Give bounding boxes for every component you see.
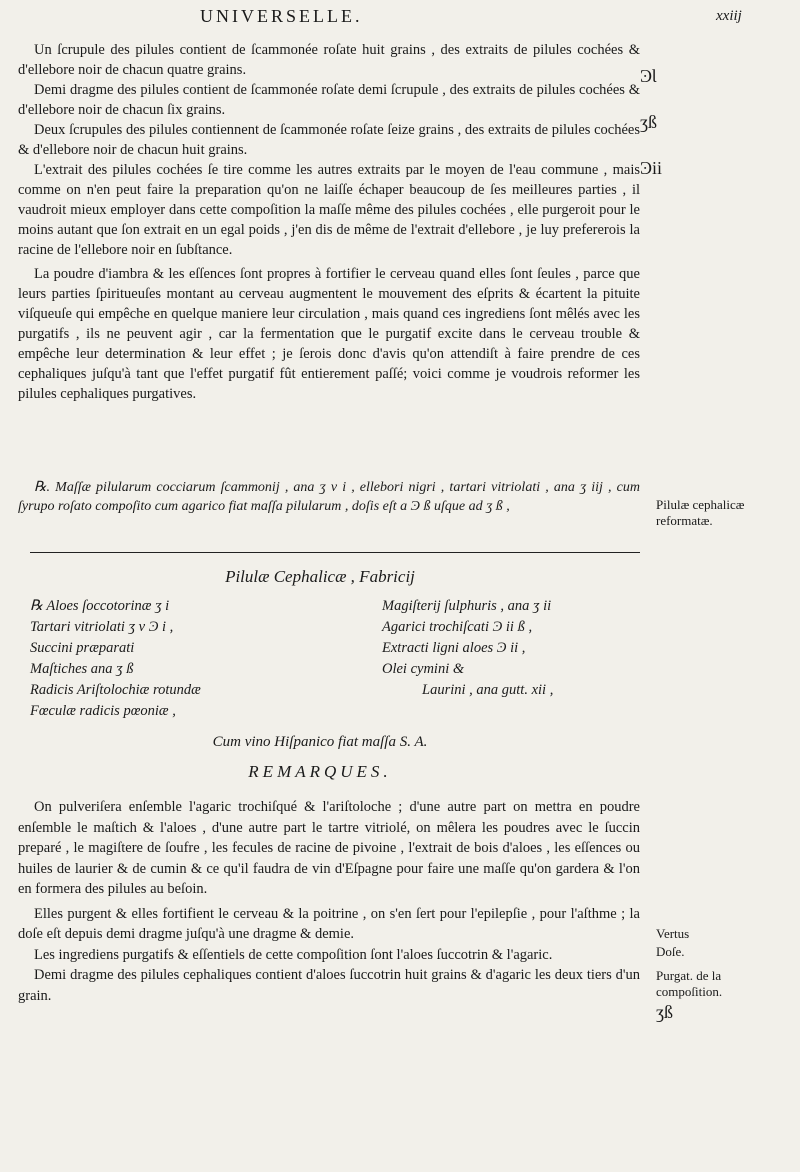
ingredient-left: Maſtiches ana ʒ ß [30,661,134,677]
remarques-title: REMARQUES. [248,762,392,781]
ingredient-left: Radicis Ariſtolochiæ rotundæ [30,682,201,698]
paragraph-poudre: La poudre d'iambra & les eſſences ſont propres à fortifier le cerveau quand elles ſont ſeules , parce que leurs parties ſpiritueuſes montant au cerveau augmentent le mouvement des eſprits & écartent la pituite viſqueuſe qui empêche en quelque maniere leur circulation , mais quand ces ingrediens ſont mêlés avec les purgatifs , ils ne peuvent agir , car la fermentation que le purgatif excite dans le cerveau trouble & empêche leur determination & leur effet ; je ſerois donc d'avis qu'on attendiſt à faire prendre de ces cephaliques juſqu'à tant que l'effet purgatif fût entierement paſſé; voici comme je voudrois reformer les pilules cephaliques purgatives. [18,266,640,402]
side-symbol-2: ʒß [640,112,657,132]
paragraph-demi-dragme: Demi dragme des pilules contient de ſcammonée roſate demi ſcrupule , des extraits de pilules cochées & d'ellebore noir de chacun ſix grains. [18,82,640,118]
page-header [0,2,800,32]
recipe-closing: Cum vino Hiſpanico fiat maſſa S. A. [212,734,428,750]
running-title: UNIVERSELLE. [200,6,363,26]
remarques-paragraph-2: Elles purgent & elles fortifient le cerveau & la poitrine , on s'en ſert pour l'epilepſie , pour l'aſthme ; la doſe eſt depuis demi dragme juſqu'à une dragme & demie. [18,905,640,942]
ingredient-left: Succini præparati [30,640,135,656]
paragraph-extrait: L'extrait des pilules cochées ſe tire comme les autres extraits par le moyen de l'eau commune , mais comme on n'en peut faire la preparation qu'on ne laiſſe échaper beaucoup de ſes meilleures parties , il vaudroit mieux employer dans cette compoſition la maſſe même des pilules cochées , elle purgeroit pour le moins autant que ſon extrait en un egal poids , j'en dis de même de l'extrait d'ellebore , je luy prefererois la racine de l'ellebore noir en ſubſtance. [18,162,640,258]
side-symbol-3: Ͽii [640,158,663,178]
reform-recipe: ℞. Maſſæ pilularum cocciarum ſcammonij , ana ʒ v i , ellebori nigri , tartari vitriolati , ana ʒ iij , cum ſyrupo roſato compoſito cum agarico fiat maſſa pilularum , doſis eſt a Ͽ ß uſque ad ʒ ß , [18,480,640,514]
ingredient-right: Extracti ligni aloes Ͽ ii , [382,640,526,656]
ingredient-right: Laurini , ana gutt. xii , [422,682,554,698]
ingredients-right-column [382,596,553,701]
margin-note-purgat: Purgat. de la compoſition. [656,968,723,999]
paragraph-scruple: Un ſcrupule des pilules contient de ſcammonée roſate huit grains , des extraits de pilules cochées & d'ellebore noir de chacun quatre grains. [18,42,640,78]
side-symbol-1: ϿƖ [640,66,657,86]
remarques-text-block [18,797,640,1006]
ingredient-right: Agarici trochiſcati Ͽ ii ß , [382,619,533,635]
margin-note-reform: Pilulæ cephalicæ reformatæ. [656,497,745,528]
ingredients-left-column [30,596,201,722]
ingredient-right: Olei cymini & [382,661,465,677]
ingredient-left: Fœculæ radicis pœoniæ , [30,703,176,719]
top-text-block [18,40,640,404]
recipe-title: Pilulæ Cephalicæ , Fabricij [225,567,415,586]
remarques-paragraph-4: Demi dragme des pilules cephaliques contient d'aloes ſuccotrin huit grains & d'agaric les deux tiers d'un grain. [18,967,640,1004]
margin-note-dose: Doſe. [656,944,685,959]
ingredient-left: Tartari vitriolati ʒ v Ͽ i , [30,619,174,635]
ingredient-right: Magiſterij ſulphuris , ana ʒ ii [382,598,552,614]
remarques-paragraph-3: Les ingrediens purgatifs & eſſentiels de cette compoſition ſont l'aloes ſuccotrin & l'agaric. [34,946,553,963]
paragraph-deux-scrupules: Deux ſcrupules des pilules contiennent de ſcammonée roſate ſeize grains , des extraits de pilules cochées & d'ellebore noir de chacun huit grains. [18,122,640,158]
margin-note-dose-symbol: ʒß [656,1002,673,1022]
section-rule [30,552,640,553]
page-number: xxiij [716,8,742,24]
remarques-paragraph-1: On pulveriſera enſemble l'agaric trochiſqué & l'ariſtoloche ; d'une autre part on mettra en poudre enſemble le maſtich & l'aloes , d'une autre part le tartre vitriolé, on mêlera les poudres avec le ſuccin preparé , le magiſtere de ſoufre , les fecules de racine de pivoine , l'extrait de bois d'aloes , les eſſences ou huiles de laurier & de cumin & ce qu'il faudra de vin d'Eſpagne pour faire une maſſe qu'on gardera & l'on en formera des pilules au beſoin. [18,799,640,897]
margin-note-vertus: Vertus [656,926,690,941]
ingredient-left: ℞ Aloes ſoccotorinæ ʒ i [30,598,170,614]
